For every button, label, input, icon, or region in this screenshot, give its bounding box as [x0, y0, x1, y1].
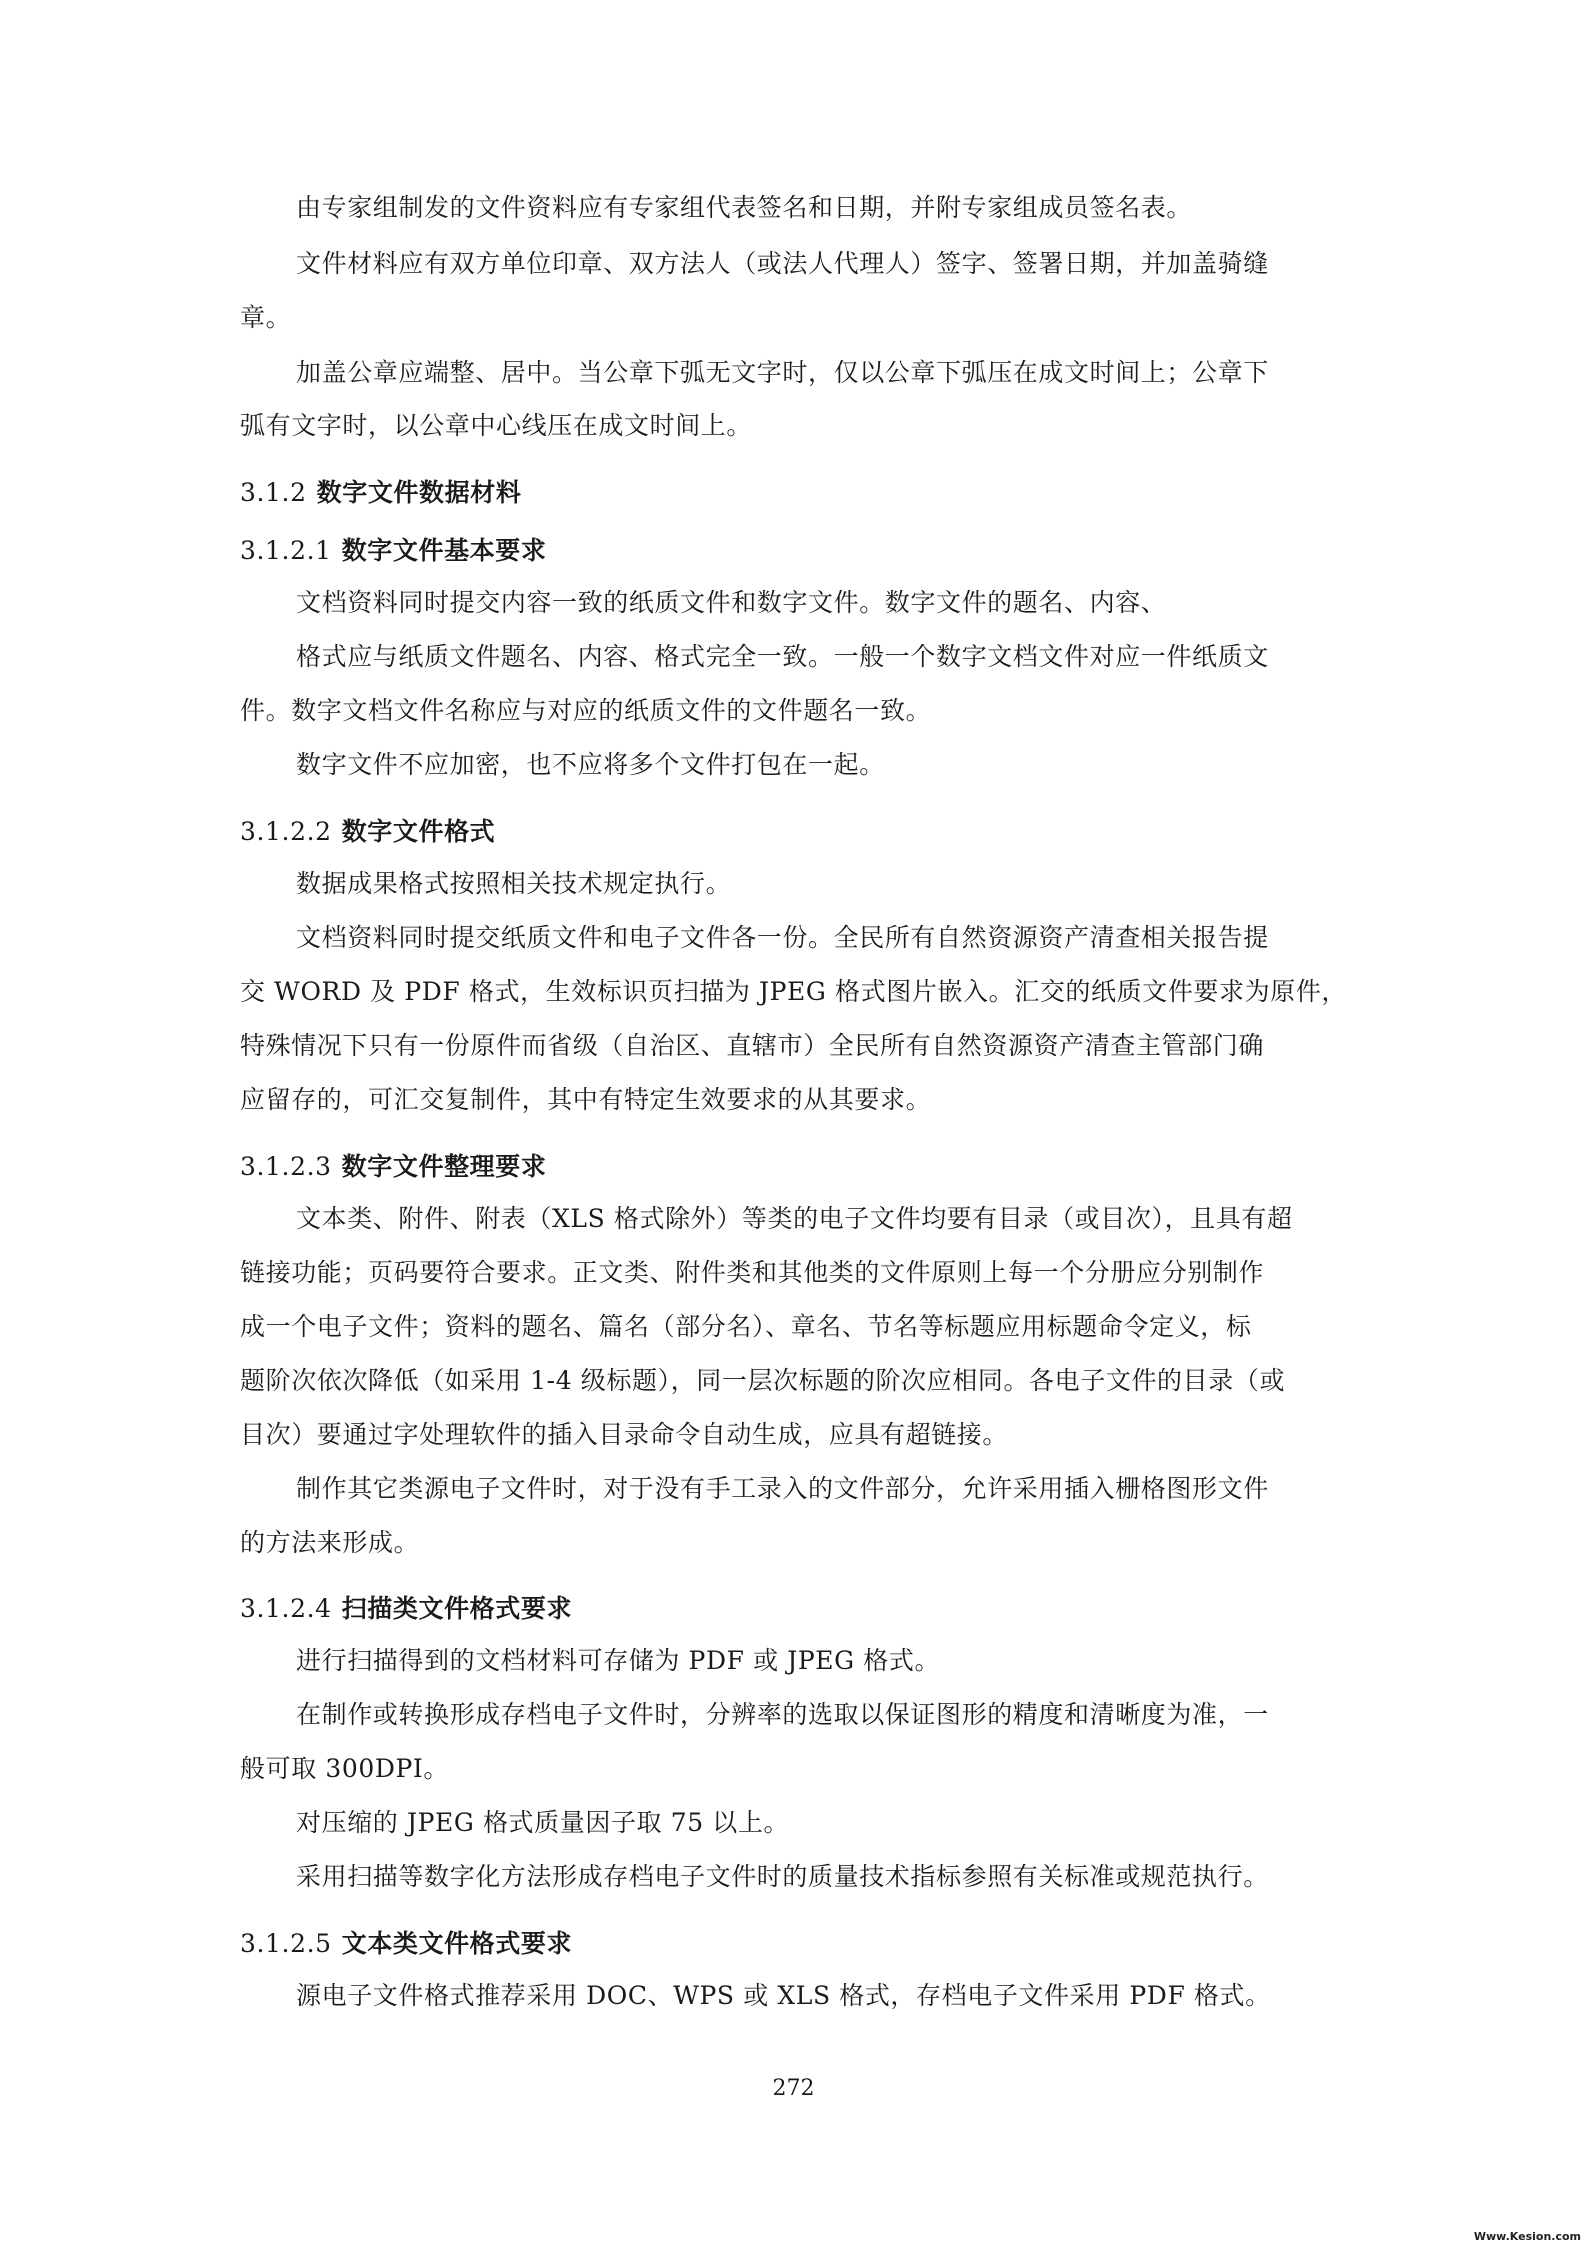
heading-number: 3.1.2.4 [240, 1594, 332, 1623]
paragraph-line: 文件材料应有双方单位印章、双方法人（或法人代理人）签字、签署日期，并加盖骑缝 [296, 249, 1269, 278]
heading-title: 数字文件数据材料 [316, 478, 522, 507]
paragraph-line: 应留存的，可汇交复制件，其中有特定生效要求的从其要求。 [240, 1085, 932, 1114]
paragraph-line: 链接功能；页码要符合要求。正文类、附件类和其他类的文件原则上每一个分册应分别制作 [240, 1258, 1265, 1287]
section-heading-3-1-2 [240, 475, 521, 511]
paragraph-line: 格式应与纸质文件题名、内容、格式完全一致。一般一个数字文档文件对应一件纸质文 [296, 642, 1269, 671]
paragraph-line: 章。 [240, 303, 292, 332]
paragraph-line: 弧有文字时，以公章中心线压在成文时间上。 [240, 411, 753, 440]
paragraph-line: 文档资料同时提交内容一致的纸质文件和数字文件。数字文件的题名、内容、 [296, 588, 1167, 617]
paragraph-line: 数据成果格式按照相关技术规定执行。 [296, 869, 732, 898]
paragraph-line: 交 WORD 及 PDF 格式，生效标识页扫描为 JPEG 格式图片嵌入。汇交的纸质文件要求为原件， [240, 977, 1348, 1006]
site-watermark: Www.Kesion.com [1473, 2230, 1581, 2243]
paragraph-line: 成一个电子文件；资料的题名、篇名（部分名）、章名、节名等标题应用标题命令定义，标 [240, 1312, 1252, 1341]
heading-title: 数字文件格式 [341, 817, 496, 846]
page-number: 272 [772, 2076, 815, 2101]
paragraph-line: 由专家组制发的文件资料应有专家组代表签名和日期，并附专家组成员签名表。 [296, 193, 1193, 222]
paragraph-line: 制作其它类源电子文件时，对于没有手工录入的文件部分，允许采用插入栅格图形文件 [296, 1474, 1269, 1503]
paragraph-line: 特殊情况下只有一份原件而省级（自治区、直辖市）全民所有自然资源资产清查主管部门确 [240, 1031, 1265, 1060]
paragraph-line: 进行扫描得到的文档材料可存储为 PDF 或 JPEG 格式。 [296, 1646, 941, 1675]
heading-number: 3.1.2.1 [240, 536, 332, 565]
section-heading-3-1-2-3 [240, 1149, 546, 1185]
paragraph-line: 在制作或转换形成存档电子文件时，分辨率的选取以保证图形的精度和清晰度为准，一 [296, 1700, 1269, 1729]
paragraph-line: 对压缩的 JPEG 格式质量因子取 75 以上。 [296, 1808, 790, 1837]
heading-number: 3.1.2.3 [240, 1152, 332, 1181]
paragraph-line: 源电子文件格式推荐采用 DOC、WPS 或 XLS 格式，存档电子文件采用 PDF 格式。 [296, 1981, 1271, 2010]
paragraph-line: 目次）要通过字处理软件的插入目录命令自动生成，应具有超链接。 [240, 1420, 1009, 1449]
heading-title: 数字文件整理要求 [341, 1152, 547, 1181]
paragraph-line: 文本类、附件、附表（XLS 格式除外）等类的电子文件均要有目录（或目次），且具有超 [296, 1204, 1293, 1233]
section-heading-3-1-2-5 [240, 1926, 572, 1962]
paragraph-line: 加盖公章应端整、居中。当公章下弧无文字时，仅以公章下弧压在成文时间上；公章下 [296, 358, 1269, 387]
paragraph-line: 采用扫描等数字化方法形成存档电子文件时的质量技术指标参照有关标准或规范执行。 [296, 1862, 1269, 1891]
heading-title: 数字文件基本要求 [341, 536, 547, 565]
paragraph-line: 文档资料同时提交纸质文件和电子文件各一份。全民所有自然资源资产清查相关报告提 [296, 923, 1269, 952]
paragraph-line: 的方法来形成。 [240, 1528, 420, 1557]
heading-title: 扫描类文件格式要求 [341, 1594, 573, 1623]
heading-number: 3.1.2.5 [240, 1929, 332, 1958]
heading-number: 3.1.2 [240, 478, 307, 507]
paragraph-line: 题阶次依次降低（如采用 1-4 级标题），同一层次标题的阶次应相同。各电子文件的目录（或 [240, 1366, 1286, 1395]
section-heading-3-1-2-2 [240, 814, 495, 850]
section-heading-3-1-2-1 [240, 533, 546, 569]
heading-title: 文本类文件格式要求 [341, 1929, 573, 1958]
heading-number: 3.1.2.2 [240, 817, 332, 846]
section-heading-3-1-2-4 [240, 1591, 572, 1627]
paragraph-line: 件。数字文档文件名称应与对应的纸质文件的文件题名一致。 [240, 696, 932, 725]
paragraph-line: 数字文件不应加密，也不应将多个文件打包在一起。 [296, 750, 885, 779]
paragraph-line: 般可取 300DPI。 [240, 1754, 450, 1783]
